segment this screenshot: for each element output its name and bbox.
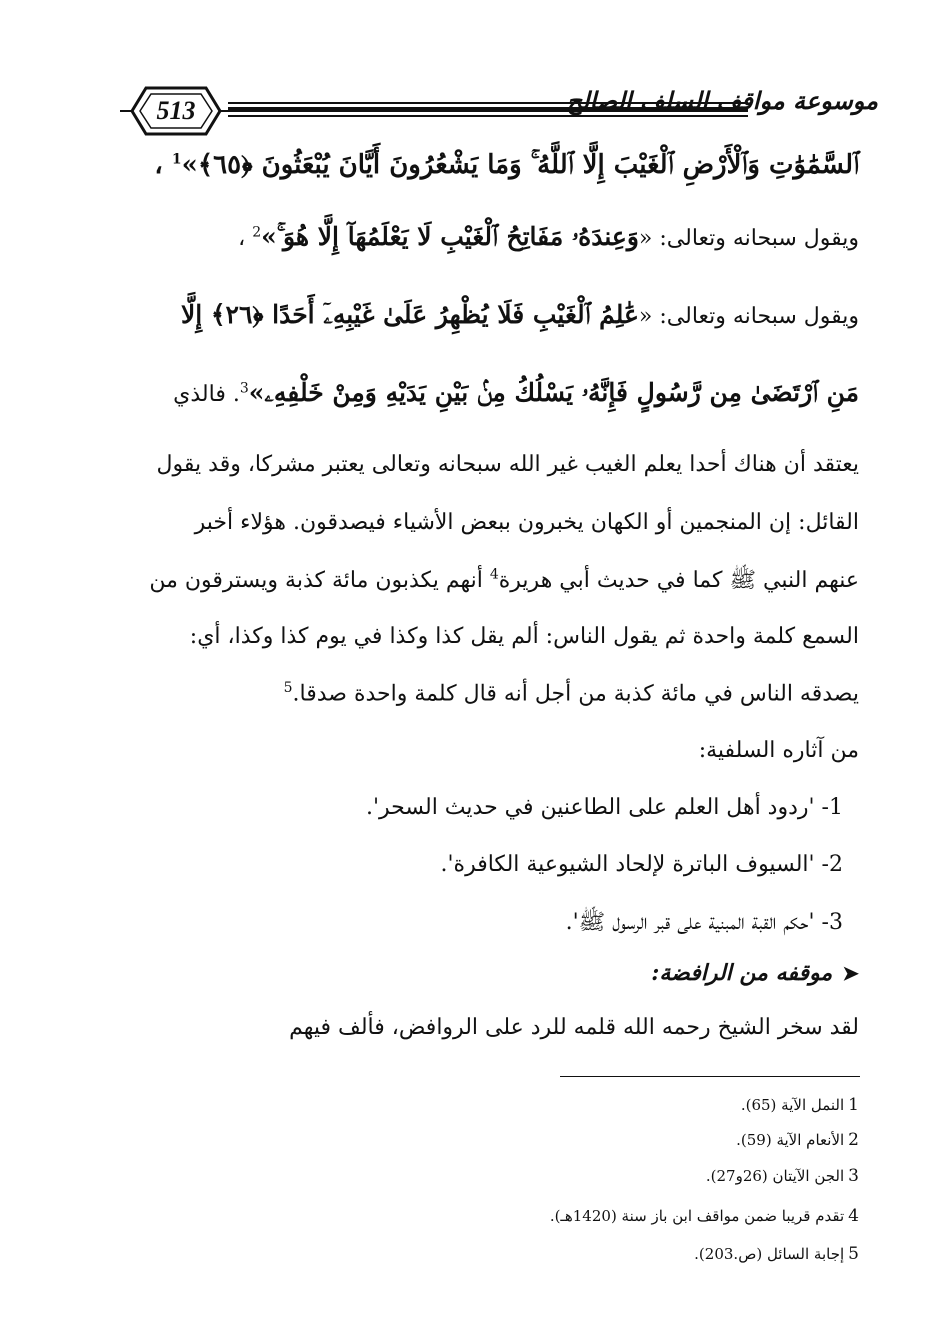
heading-text: موقفه من الرافضة: (651, 960, 833, 986)
footnote-1 (741, 1095, 859, 1115)
page-number-badge (118, 80, 234, 142)
quran-verse-line-1 (154, 150, 859, 181)
body-line-9 (284, 680, 859, 706)
works-item-3: 3- 'حكم القبة المبنية على قبر الرسول ﷺ'. (565, 910, 843, 935)
body-line-5: يعتقد أن هناك أحدا يعلم الغيب غير الله سبحانه وتعالى يعتبر مشركا، وقد يقول (156, 452, 859, 477)
body-line-7 (149, 566, 859, 598)
body-line-3 (181, 300, 859, 330)
footnote-4 (550, 1206, 859, 1226)
works-item-1: 1- 'ردود أهل العلم على الطاعنين في حديث السحر'. (365, 795, 843, 820)
footnote-2 (736, 1130, 859, 1150)
body-line-6: القائل: إن المنجمين أو الكهان يخبرون ببعض الأشياء فيصدقون. هؤلاء أخبر (194, 510, 859, 535)
body-line-4 (173, 378, 859, 408)
footnote-number: 2 (848, 1130, 859, 1150)
quran-text: عَٰلِمُ ٱلْغَيْبِ فَلَا يُظْهِرُ عَلَىٰ غَيْبِهِۦٓ أَحَدًا ﴿٢٦﴾ إِلَّا (180, 300, 639, 329)
footnote-3 (706, 1166, 859, 1186)
running-title: موسوعة مواقف السلف الصالح (566, 86, 878, 115)
page-header (118, 80, 878, 144)
text-run: ويقول سبحانه وتعالى: « (638, 304, 859, 329)
footnote-text: النمل الآية (65). (740, 1096, 845, 1114)
quran-text: ٱلسَّمَٰوَٰتِ وَٱلْأَرْضِ ٱلْغَيْبَ إِلَّا ٱللَّهُ ۚ وَمَا يَشْعُرُونَ أَيَّانَ يُبْعَثُونَ ﴿٦٥﴾» (181, 150, 859, 180)
text-run: أنهم يكذبون مائة كذبة ويسترقون من (149, 568, 490, 593)
works-intro: من آثاره السلفية: (698, 738, 859, 763)
footnote-number: 5 (848, 1244, 859, 1264)
body-last-line: لقد سخر الشيخ رحمه الله قلمه للرد على الروافض، فألف فيهم (289, 1015, 859, 1040)
footnote-separator (560, 1076, 860, 1077)
quran-text: وَعِندَهُۥ مَفَاتِحُ ٱلْغَيْبِ لَا يَعْلَمُهَآ إِلَّا هُوَ ۚ» (261, 222, 639, 251)
footnote-text: إجابة السائل (ص.203). (694, 1245, 845, 1263)
footnote-number: 3 (848, 1166, 859, 1186)
quran-text: مَنِ ٱرْتَضَىٰ مِن رَّسُولٍ فَإِنَّهُۥ يَسْلُكُ مِنۢ بَيْنِ يَدَيْهِ وَمِنْ خَلْفِهِۦ» (248, 378, 859, 407)
punctuation: ، (154, 150, 163, 180)
footnote-number: 1 (848, 1095, 859, 1115)
footnote-text: الأنعام الآية (59). (736, 1131, 845, 1149)
page-number: 513 (156, 96, 196, 125)
footnote-text: تقدم قريبا ضمن مواقف ابن باز سنة (1420هـ). (549, 1207, 845, 1225)
arrow-bullet-icon: ➤ (842, 961, 859, 985)
footnote-ref: 1 (171, 151, 182, 168)
text-run: عنهم النبي ﷺ كما في حديث أبي هريرة (498, 568, 859, 593)
text-run: يصدقه الناس في مائة كذبة من أجل أنه قال كلمة واحدة صدقا. (292, 681, 859, 707)
footnote-text: الجن الآيتان (26و27). (705, 1167, 845, 1185)
footnote-ref: 3 (239, 380, 249, 397)
section-heading (651, 960, 859, 986)
punctuation: ، (238, 226, 246, 251)
text-run: . فالذي (173, 382, 240, 407)
works-item-2: 2- 'السيوف الباترة لإلحاد الشيوعية الكافرة'. (440, 852, 843, 877)
footnote-5 (694, 1244, 859, 1264)
text-run: ويقول سبحانه وتعالى: « (638, 226, 859, 251)
footnote-ref: 5 (283, 680, 293, 696)
footnote-ref: 4 (489, 566, 499, 583)
body-line-8: السمع كلمة واحدة ثم يقول الناس: ألم يقل كذا وكذا في يوم كذا وكذا، أي: (189, 624, 859, 649)
body-line-2 (238, 222, 859, 252)
footnote-ref: 2 (252, 224, 262, 241)
footnote-number: 4 (848, 1206, 859, 1226)
